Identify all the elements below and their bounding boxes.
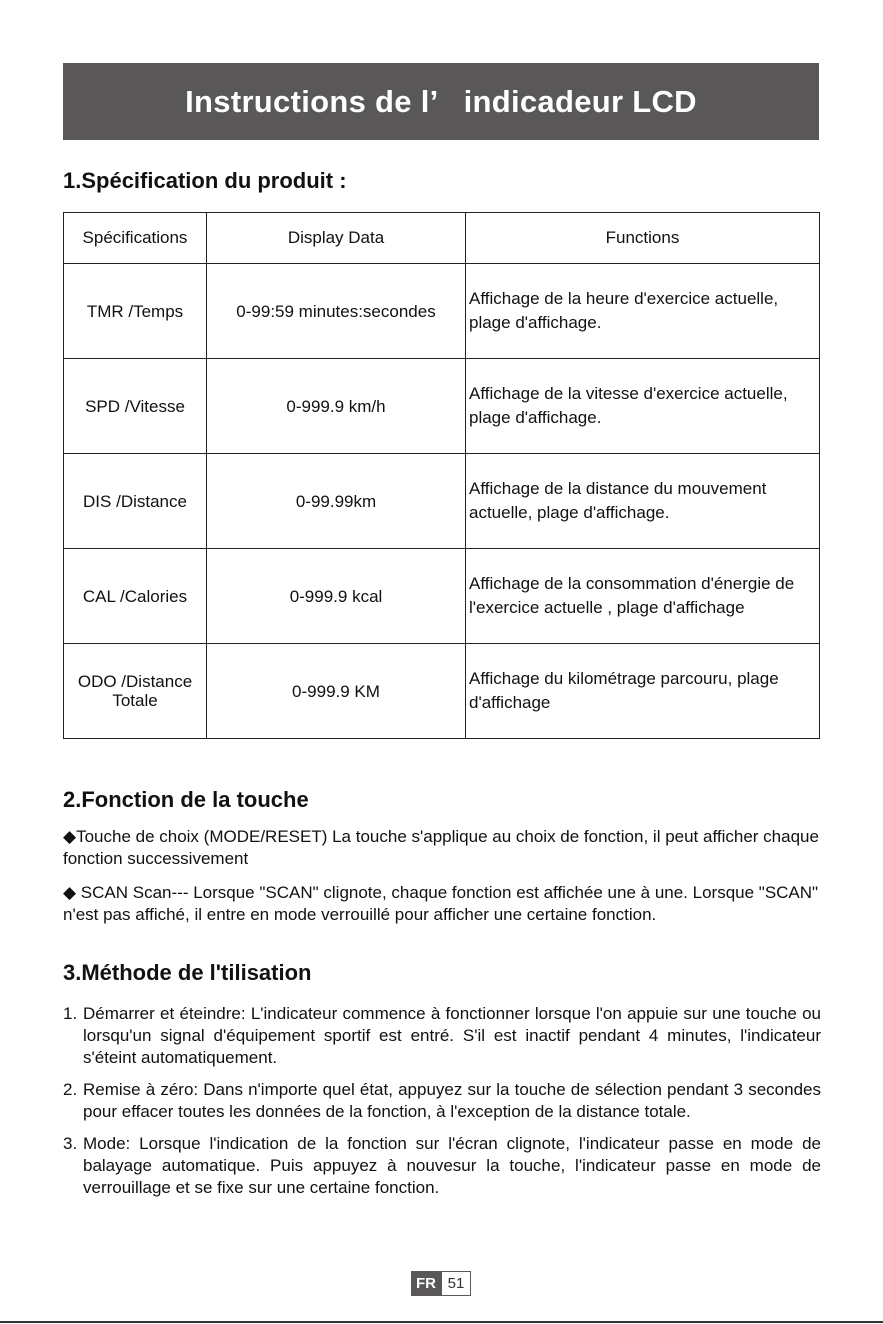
function-cell: Affichage du kilométrage parcouru, plage d'affichage [466,644,820,739]
step-text: Démarrer et éteindre: L'indicateur commence à fonctionner lorsque l'on appuie sur une touche ou lorsqu'un signal d'équipement sportif est entré. S'il est inactif pendant 4 minutes, l'indicateur s'éteint automatiquement. [83,1004,821,1067]
spec-cell: DIS /Distance [64,454,207,549]
function-cell: Affichage de la vitesse d'exercice actuelle, plage d'affichage. [466,359,820,454]
list-item [63,1003,821,1069]
page-number-badge [411,1271,471,1296]
list-item [63,1079,821,1123]
page-title: Instructions de l’ indicadeur LCD [185,83,697,119]
section-title-usage: 3.Méthode de l'tilisation [63,960,312,985]
display-data-cell: 0-99:59 minutes:secondes [207,264,466,359]
table-row [64,359,820,454]
section-title-specification: 1.Spécification du produit : [63,168,347,193]
usage-steps-list [63,1003,821,1209]
table-header-row [64,213,820,264]
key-function-scan: ◆ SCAN Scan--- Lorsque "SCAN" clignote, chaque fonction est affichée une à une. Lorsque "SCAN" n'est pas affiché, il entre en mode verrouillé pour afficher une certaine fonction. [63,883,819,924]
table-row [64,264,820,359]
function-cell: Affichage de la heure d'exercice actuelle, plage d'affichage. [466,264,820,359]
display-data-cell: 0-999.9 kcal [207,549,466,644]
specification-table [63,212,820,739]
spec-cell: TMR /Temps [64,264,207,359]
spec-cell: CAL /Calories [64,549,207,644]
table-row [64,644,820,739]
page-title-banner [63,63,819,140]
step-number: 1. [63,1004,78,1023]
spec-cell: ODO /Distance Totale [64,644,207,739]
step-text: Mode: Lorsque l'indication de la fonction sur l'écran clignote, l'indicateur passe en mode de balayage automatique. Puis appuyez à nouvesur la touche, l'indicateur passe en mode de verrouillage et se fixe sur une certaine fonction. [83,1134,821,1197]
display-data-cell: 0-99.99km [207,454,466,549]
table-header-cell: Display Data [207,213,466,264]
list-item [63,1133,821,1199]
step-text: Remise à zéro: Dans n'importe quel état, appuyez sur la touche de sélection pendant 3 secondes pour effacer toutes les données de la fonction, à l'exception de la distance totale. [83,1080,821,1121]
display-data-cell: 0-999.9 KM [207,644,466,739]
table-row [64,454,820,549]
function-cell: Affichage de la consommation d'énergie de l'exercice actuelle , plage d'affichage [466,549,820,644]
language-code: FR [411,1271,441,1296]
spec-cell: SPD /Vitesse [64,359,207,454]
step-number: 3. [63,1134,78,1153]
table-header-cell: Functions [466,213,820,264]
table-row [64,549,820,644]
function-cell: Affichage de la distance du mouvement actuelle, plage d'affichage. [466,454,820,549]
bottom-divider [0,1321,883,1323]
page-number: 51 [441,1271,471,1296]
key-function-mode-reset: ◆Touche de choix (MODE/RESET) La touche s'applique au choix de fonction, il peut afficher chaque fonction successivement [63,827,819,868]
step-number: 2. [63,1080,78,1099]
display-data-cell: 0-999.9 km/h [207,359,466,454]
section-title-key-function: 2.Fonction de la touche [63,787,309,812]
table-header-cell: Spécifications [64,213,207,264]
